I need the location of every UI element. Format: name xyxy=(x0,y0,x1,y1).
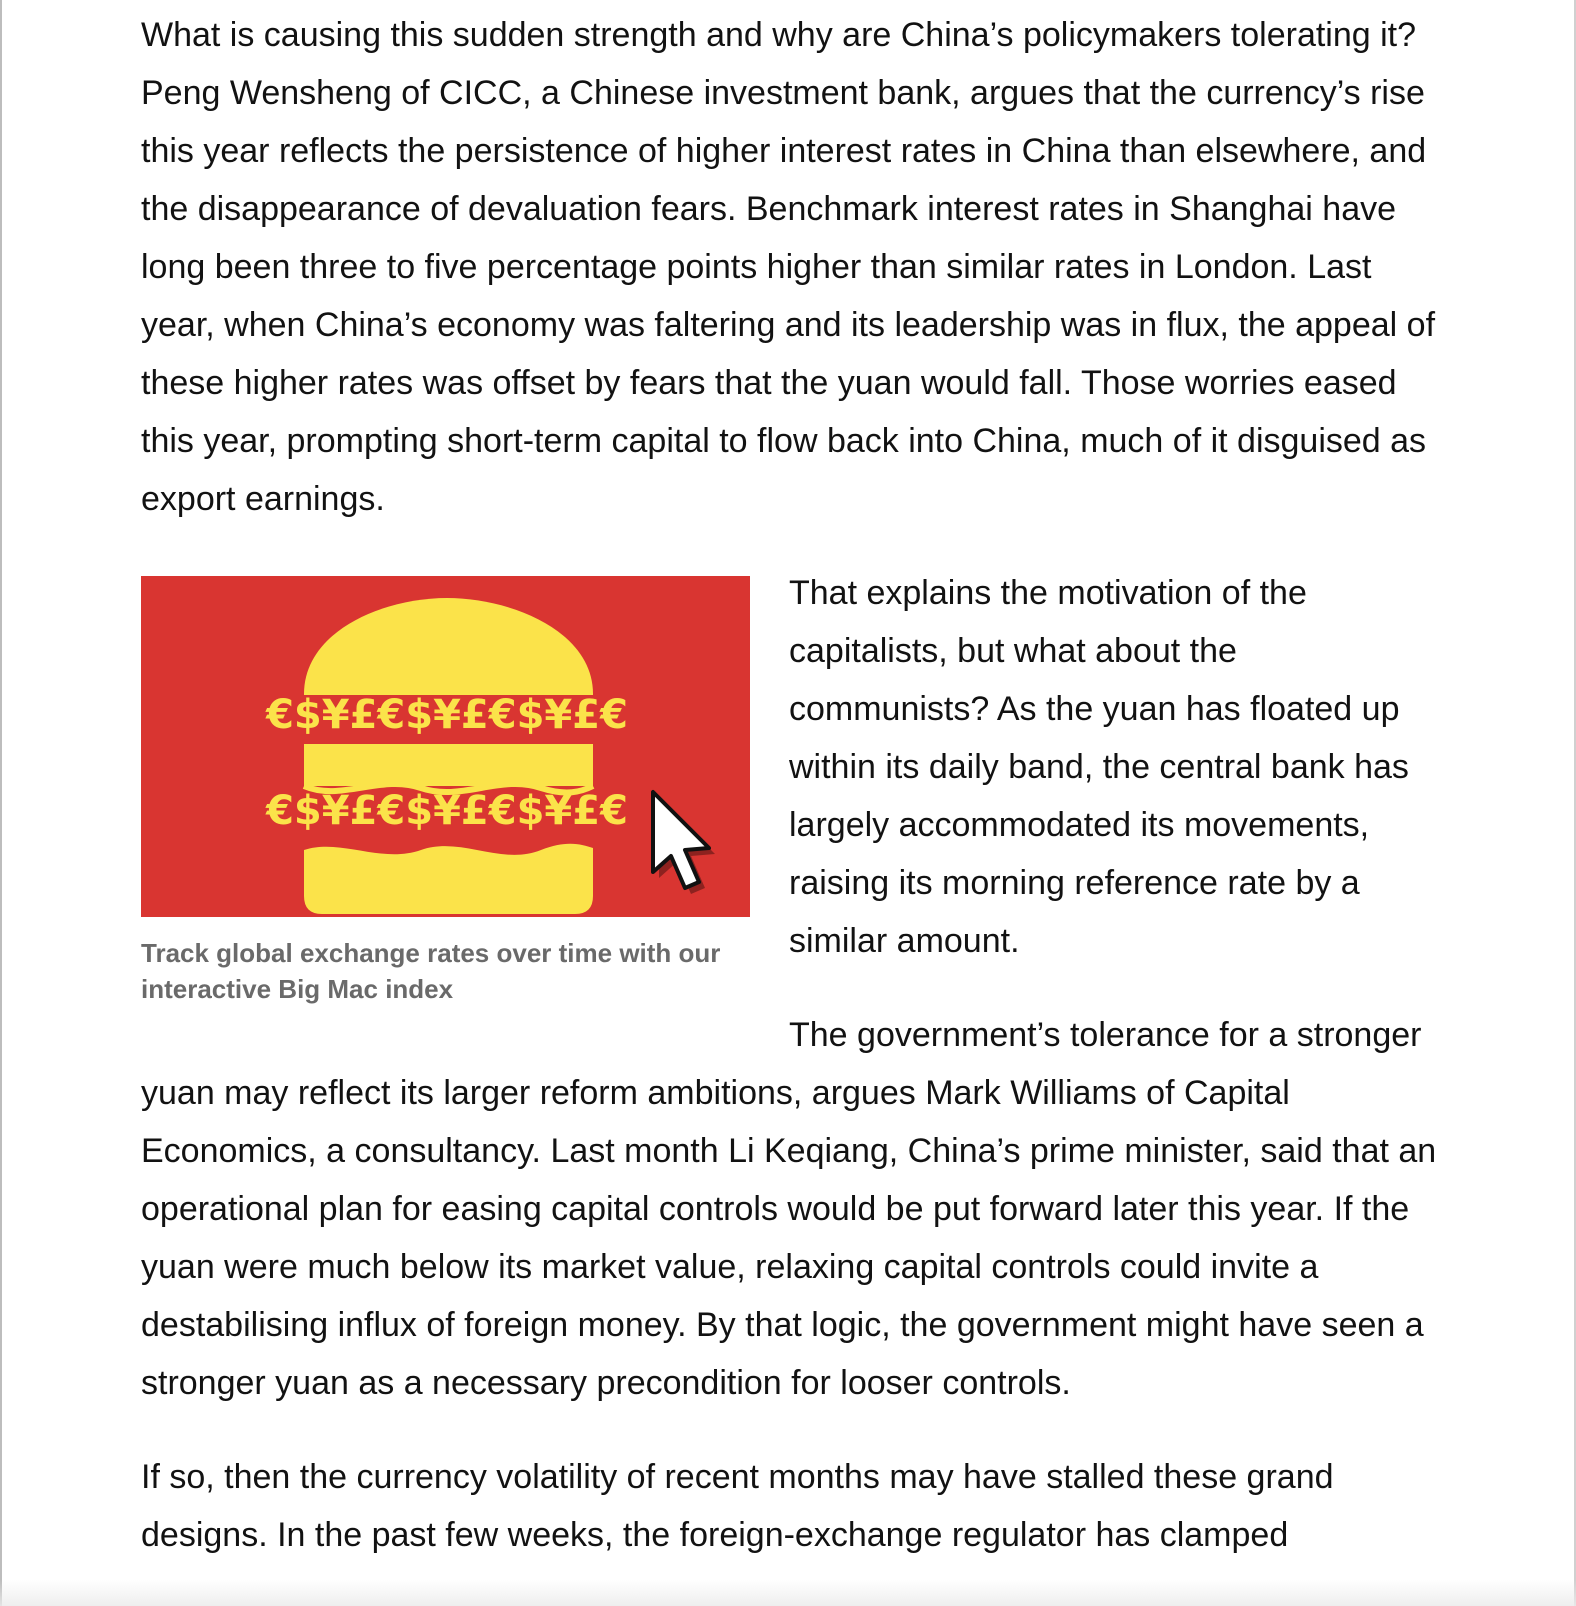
left-page-edge xyxy=(0,0,2,1606)
big-mac-index-image[interactable] xyxy=(141,576,750,917)
figure-caption[interactable]: Track global exchange rates over time with our interactive Big Mac index xyxy=(141,938,721,1004)
currency-row-2: €$¥£€$¥£€$¥£€ xyxy=(266,788,628,834)
big-mac-index-figure[interactable] xyxy=(141,576,750,1007)
cursor-arrow-icon xyxy=(653,792,715,894)
paragraph-2: That explains the motivation of the capitalists, but what about the communists? As the yuan has floated up within its daily band, the central bank has largely accommodated its movements, raising its morning reference rate by a similar amount. xyxy=(789,574,1409,960)
bottom-fade xyxy=(0,1580,1576,1606)
paragraph-4: If so, then the currency volatility of recent months may have stalled these grand designs. In the past few weeks, the foreign-exchange regulator has clamped xyxy=(141,1458,1334,1554)
paragraph-1: What is causing this sudden strength and why are China’s policymakers tolerating it? Peng Wensheng of CICC, a Chinese investment bank, argues that the currency’s rise this year reflects the persistence of higher interest rates in China than elsewhere, and the disappearance of devaluation fears. Benchmark interest rates in Shanghai have long been three to five percentage points higher than similar rates in London. Last year, when China’s economy was faltering and its leadership was in flux, the appeal of these higher rates was offset by fears that the yuan would fall. Those worries eased this year, prompting short-term capital to flow back into China, much of it disguised as export earnings. xyxy=(141,16,1436,518)
currency-row-1: €$¥£€$¥£€$¥£€ xyxy=(266,692,628,738)
burger-icon xyxy=(141,576,750,917)
article-body xyxy=(141,6,1441,1564)
paragraph-3: The government’s tolerance for a stronger yuan may reflect its larger reform ambitions, argues Mark Williams of Capital Economics, a consultancy. Last month Li Keqiang, China’s prime minister, said that an operational plan for easing capital controls would be put forward later this year. If the yuan were much below its market value, relaxing capital controls could invite a destabilising influx of foreign money. By that logic, the government might have seen a stronger yuan as a necessary precondition for looser controls. xyxy=(141,1016,1437,1402)
